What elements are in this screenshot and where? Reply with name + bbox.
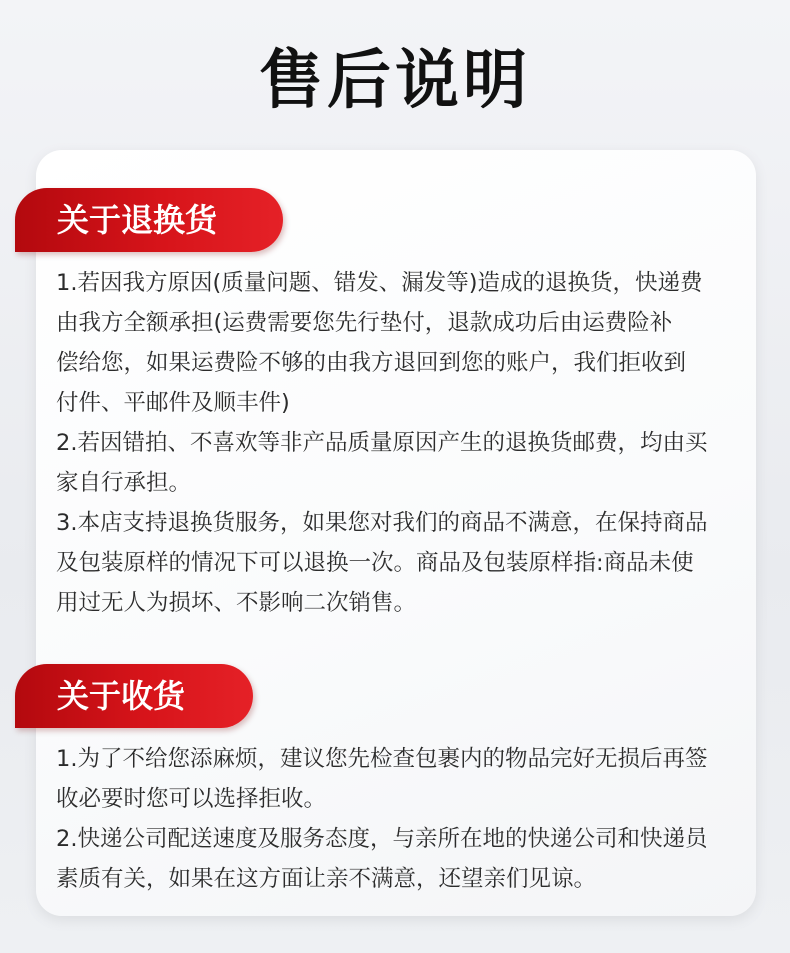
text-line: 偿给您，如果运费险不够的由我方退回到您的账户，我们拒收到 xyxy=(56,350,687,376)
returns-section xyxy=(56,263,746,623)
text-line: 付件、平邮件及顺丰件) xyxy=(56,390,290,416)
text-line: 1.为了不给您添麻烦，建议您先检查包裹内的物品完好无损后再签 xyxy=(56,746,708,772)
list-item xyxy=(56,819,746,899)
text-line: 及包装原样的情况下可以退换一次。商品及包装原样指:商品未使 xyxy=(56,550,694,576)
text-line: 素质有关，如果在这方面让亲不满意，还望亲们见谅。 xyxy=(56,866,597,892)
list-item xyxy=(56,739,746,819)
text-line: 收必要时您可以选择拒收。 xyxy=(56,786,327,812)
list-item xyxy=(56,503,746,623)
text-line: 1.若因我方原因(质量问题、错发、漏发等)造成的退换货，快递费 xyxy=(56,270,703,296)
text-line: 2.快递公司配送速度及服务态度，与亲所在地的快递公司和快递员 xyxy=(56,826,708,852)
text-line: 由我方全额承担(运费需要您先行垫付，退款成功后由运费险补 xyxy=(56,310,673,336)
list-item xyxy=(56,263,746,423)
section-badge-receiving: 关于收货 xyxy=(15,664,253,728)
text-line: 家自行承担。 xyxy=(56,470,192,496)
list-item xyxy=(56,423,746,503)
text-line: 3.本店支持退换货服务，如果您对我们的商品不满意，在保持商品 xyxy=(56,510,708,536)
text-line: 2.若因错拍、不喜欢等非产品质量原因产生的退换货邮费，均由买 xyxy=(56,430,708,456)
section-badge-returns: 关于退换货 xyxy=(15,188,283,252)
receiving-section xyxy=(56,739,746,899)
page-title: 售后说明 xyxy=(259,44,531,118)
text-line: 用过无人为损坏、不影响二次销售。 xyxy=(56,590,417,616)
